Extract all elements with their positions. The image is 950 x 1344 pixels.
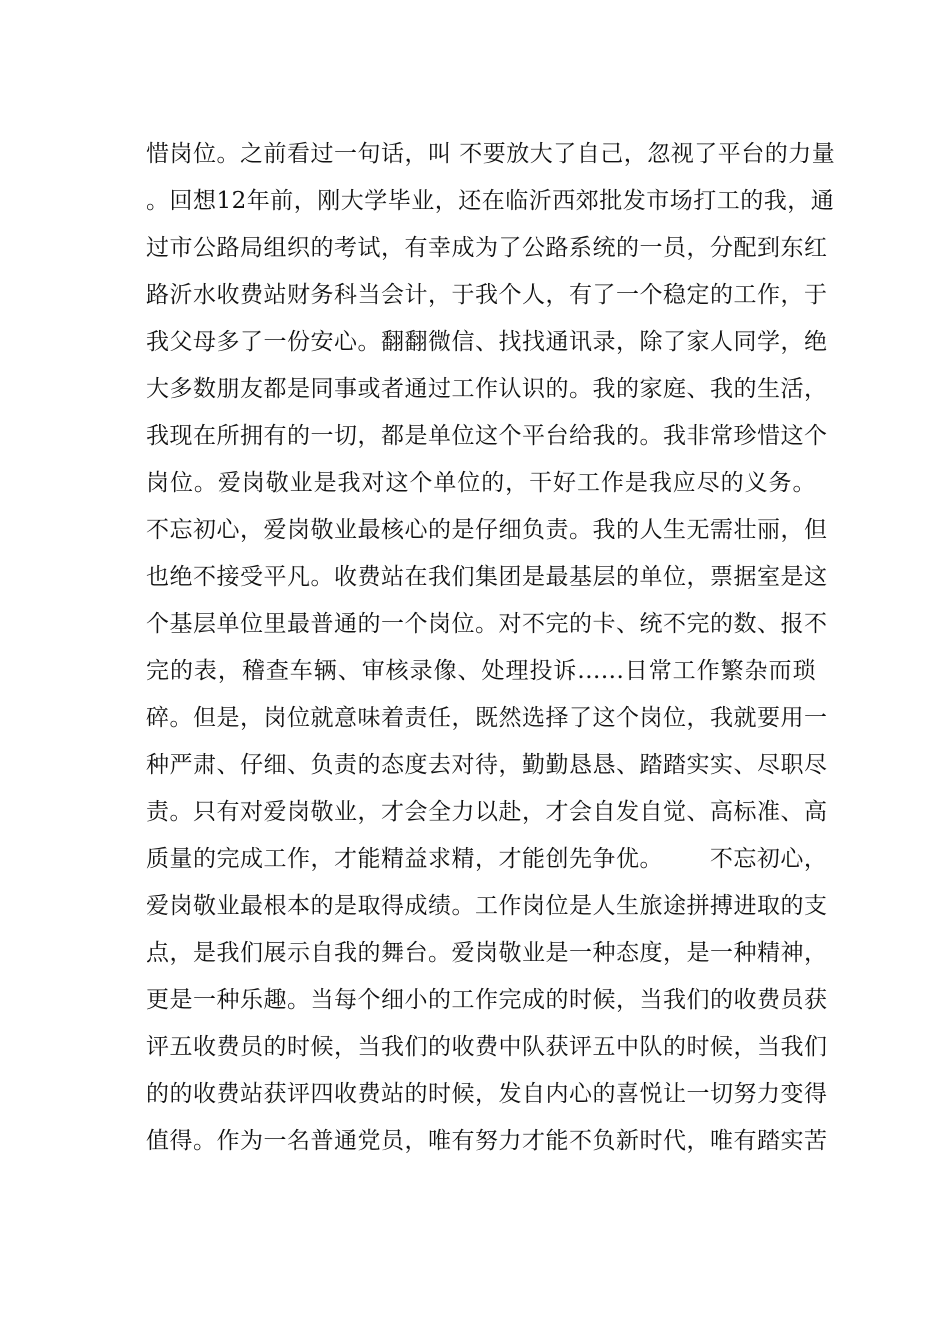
text-line: 也绝不接受平凡。收费站在我们集团是最基层的单位，票据室是这 <box>146 564 828 590</box>
text-line: 值得。作为一名普通党员，唯有努力才能不负新时代，唯有踏实苦 <box>146 1128 828 1154</box>
text-line: 爱岗敬业最根本的是取得成绩。工作岗位是人生旅途拼搏进取的支 <box>146 893 828 919</box>
text-line: 碎。但是，岗位就意味着责任，既然选择了这个岗位，我就要用一 <box>146 705 828 731</box>
body-text <box>146 131 836 1165</box>
text-line: 路沂水收费站财务科当会计，于我个人，有了一个稳定的工作，于 <box>146 282 828 308</box>
text-line: 质量的完成工作，才能精益求精，才能创先争优。 不忘初心， <box>146 846 828 872</box>
text-line: 更是一种乐趣。当每个细小的工作完成的时候，当我们的收费员获 <box>146 987 828 1013</box>
text-line: 我父母多了一份安心。翻翻微信、找找通讯录，除了家人同学，绝 <box>146 329 828 355</box>
text-line: 惜岗位。之前看过一句话，叫 不要放大了自己，忽视了平台的力量 <box>146 141 836 167</box>
text-line: 我现在所拥有的一切，都是单位这个平台给我的。我非常珍惜这个 <box>146 423 828 449</box>
text-line: 不忘初心，爱岗敬业最核心的是仔细负责。我的人生无需壮丽，但 <box>146 517 828 543</box>
text-line: 点，是我们展示自我的舞台。爱岗敬业是一种态度，是一种精神， <box>146 940 828 966</box>
text-line: 种严肃、仔细、负责的态度去对待，勤勤恳恳、踏踏实实、尽职尽 <box>146 752 828 778</box>
text-line: 评五收费员的时候，当我们的收费中队获评五中队的时候，当我们 <box>146 1034 828 1060</box>
text-line: 个基层单位里最普通的一个岗位。对不完的卡、统不完的数、报不 <box>146 611 828 637</box>
text-line: 完的表，稽查车辆、审核录像、处理投诉......日常工作繁杂而琐 <box>146 658 816 684</box>
text-line: 。回想12年前，刚大学毕业，还在临沂西郊批发市场打工的我，通 <box>146 188 835 214</box>
text-line: 大多数朋友都是同事或者通过工作认识的。我的家庭、我的生活， <box>146 376 828 402</box>
text-line: 岗位。爱岗敬业是我对这个单位的，干好工作是我应尽的义务。 <box>146 470 816 496</box>
text-line: 责。只有对爱岗敬业，才会全力以赴，才会自发自觉、高标准、高 <box>146 799 828 825</box>
text-line: 的的收费站获评四收费站的时候，发自内心的喜悦让一切努力变得 <box>146 1081 828 1107</box>
text-line: 过市公路局组织的考试，有幸成为了公路系统的一员，分配到东红 <box>146 235 828 261</box>
